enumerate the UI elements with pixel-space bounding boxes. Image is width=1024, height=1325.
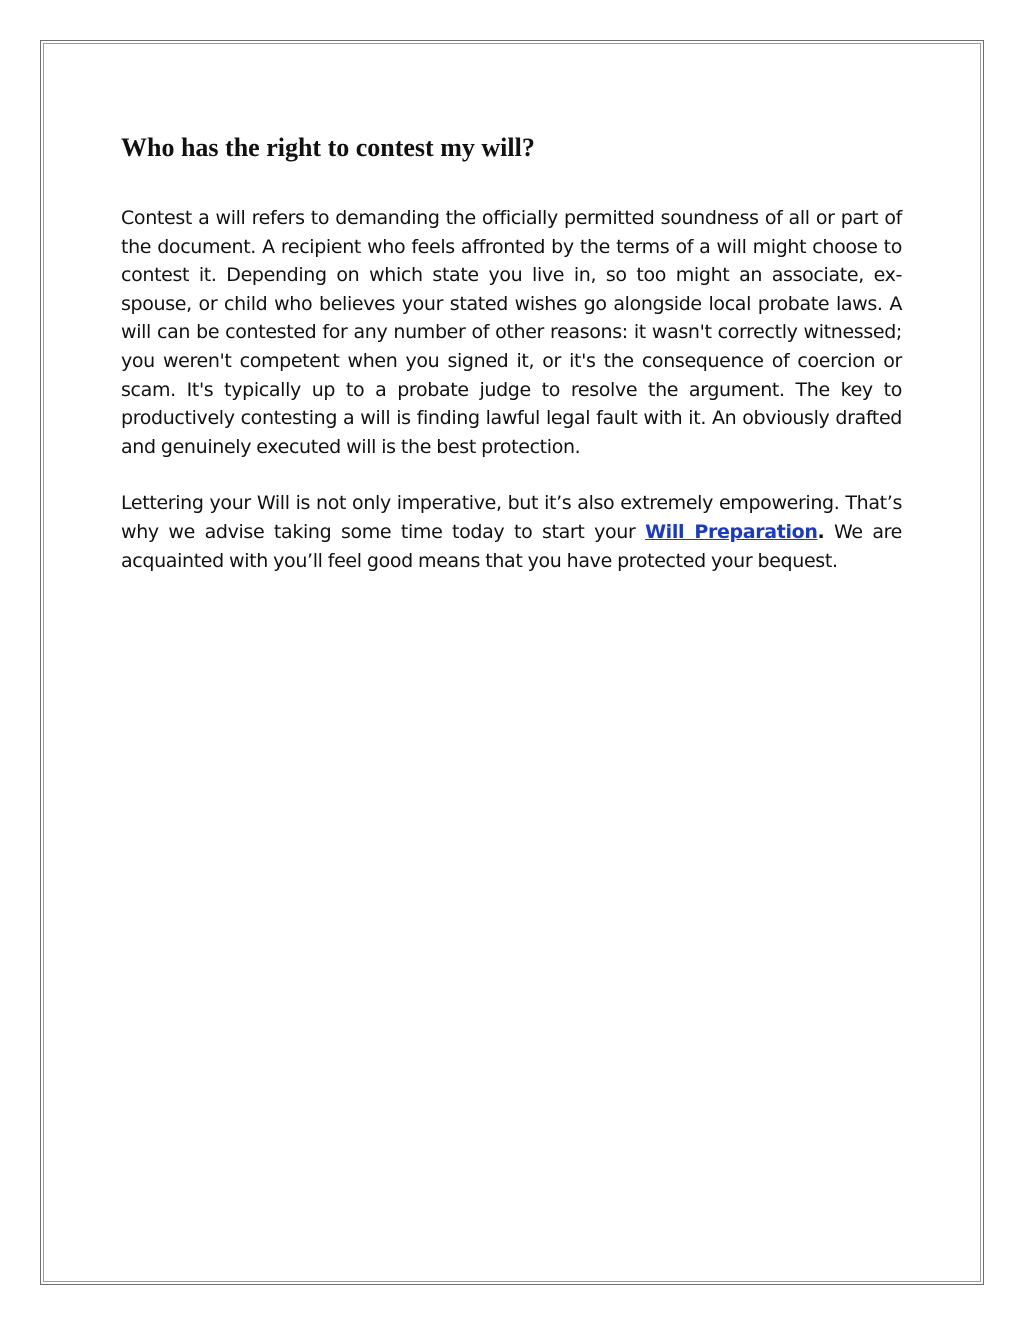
paragraph-text-after-link: We are acquainted with you’ll feel good means that you have protected your bequest. [121, 520, 903, 572]
page-title: Who has the right to contest my will? [121, 133, 535, 162]
paragraph-contest-explanation: Contest a will refers to demanding the officially permitted soundness of all or part of the document. A recipient who feels affronted by the terms of a will might choose to contest it. Depending on which state you live in, so too might an associate, ex-spouse, or child who believes your stated wishes go alongside local probate laws. A will can be contested for any number of other reasons: it wasn't correctly witnessed; you weren't competent when you signed it, or it's the consequence of coercion or scam. It's typically up to a probate judge to resolve the argument. The key to productively contesting a will is finding lawful legal fault with it. An obviously drafted and genuinely executed will is the best protection. [121, 207, 902, 458]
paragraph-text-before-link: Lettering your Will is not only imperative, but it’s also extremely empowering. That’s why we advise taking some time today to start your [121, 492, 902, 543]
link-period: . [817, 520, 825, 543]
document-body [121, 128, 902, 603]
paragraph-will-preparation [121, 489, 902, 575]
will-preparation-link[interactable]: Will Preparation [645, 520, 818, 543]
